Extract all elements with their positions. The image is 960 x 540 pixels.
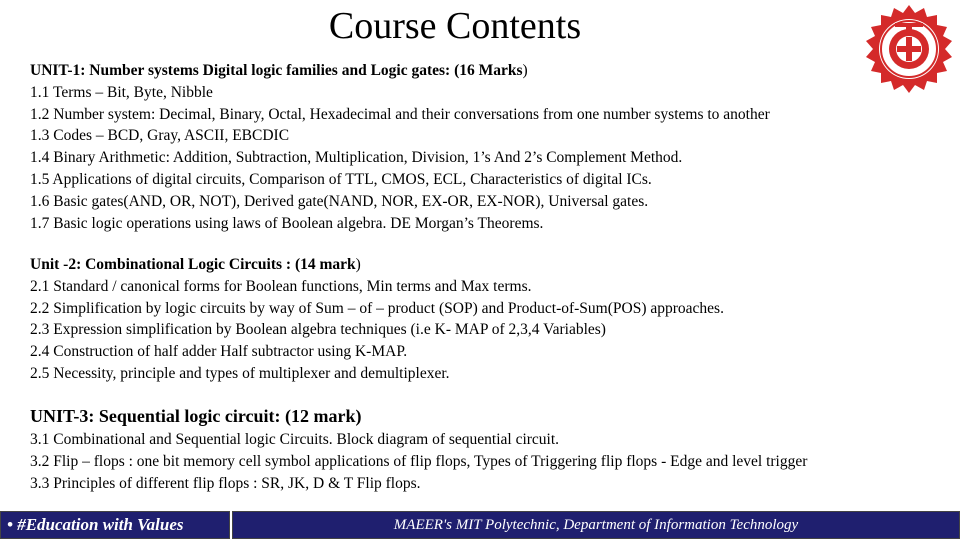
unit-1-section [30, 60, 945, 234]
unit-3-heading: UNIT-3: Sequential logic circuit: (12 mark) [30, 406, 362, 426]
unit-1-heading-text: UNIT-1: Number systems Digital logic families and Logic gates: (16 Marks [30, 62, 523, 79]
list-item: 2.2 Simplification by logic circuits by way of Sum – of – product (SOP) and Product-of-Sum(POS) approaches. [30, 299, 724, 317]
list-item: 1.1 Terms – Bit, Byte, Nibble [30, 83, 213, 101]
unit-2-heading-close: ) [355, 256, 361, 273]
page-title: Course Contents [328, 5, 582, 47]
unit-2-section [30, 254, 945, 385]
list-item: 1.7 Basic logic operations using laws of Boolean algebra. DE Morgan’s Theorems. [30, 214, 544, 232]
list-item: 3.3 Principles of different flip flops : SR, JK, D & T Flip flops. [30, 474, 421, 492]
list-item: 1.6 Basic gates(AND, OR, NOT), Derived gate(NAND, NOR, EX-OR, EX-NOR), Universal gates. [30, 192, 649, 210]
footer-tagline: • #Education with Values [0, 511, 230, 539]
unit-2-heading-text: Unit -2: Combinational Logic Circuits : (14 mark [30, 256, 356, 273]
list-item: 2.5 Necessity, principle and types of multiplexer and demultiplexer. [30, 364, 450, 382]
list-item: 3.1 Combinational and Sequential logic Circuits. Block diagram of sequential circuit. [30, 431, 560, 448]
list-item: 1.4 Binary Arithmetic: Addition, Subtraction, Multiplication, Division, 1’s And 2’s Complement Method. [30, 149, 683, 167]
list-item: 2.3 Expression simplification by Boolean algebra techniques (i.e K- MAP of 2,3,4 Variables) [30, 321, 606, 339]
list-item: 2.1 Standard / canonical forms for Boolean functions, Min terms and Max terms. [30, 277, 532, 295]
list-item: 2.4 Construction of half adder Half subtractor using K-MAP. [30, 343, 408, 361]
list-item: 1.5 Applications of digital circuits, Comparison of TTL, CMOS, ECL, Characteristics of digital ICs. [30, 170, 652, 188]
unit-2-heading [30, 254, 945, 276]
list-item: 1.2 Number system: Decimal, Binary, Octal, Hexadecimal and their conversations from one number systems to another [30, 105, 770, 123]
unit-3-section [30, 403, 945, 494]
unit-1-heading [30, 60, 945, 82]
footer-bar [0, 511, 960, 540]
list-item: 3.2 Flip – flops : one bit memory cell symbol applications of flip flops, Types of Triggering flip flops - Edge and level trigger [30, 452, 808, 470]
footer-institution: MAEER's MIT Polytechnic, Department of Information Technology [232, 511, 960, 539]
list-item: 1.3 Codes – BCD, Gray, ASCII, EBCDIC [30, 127, 290, 145]
unit-1-heading-close: ) [522, 62, 528, 79]
